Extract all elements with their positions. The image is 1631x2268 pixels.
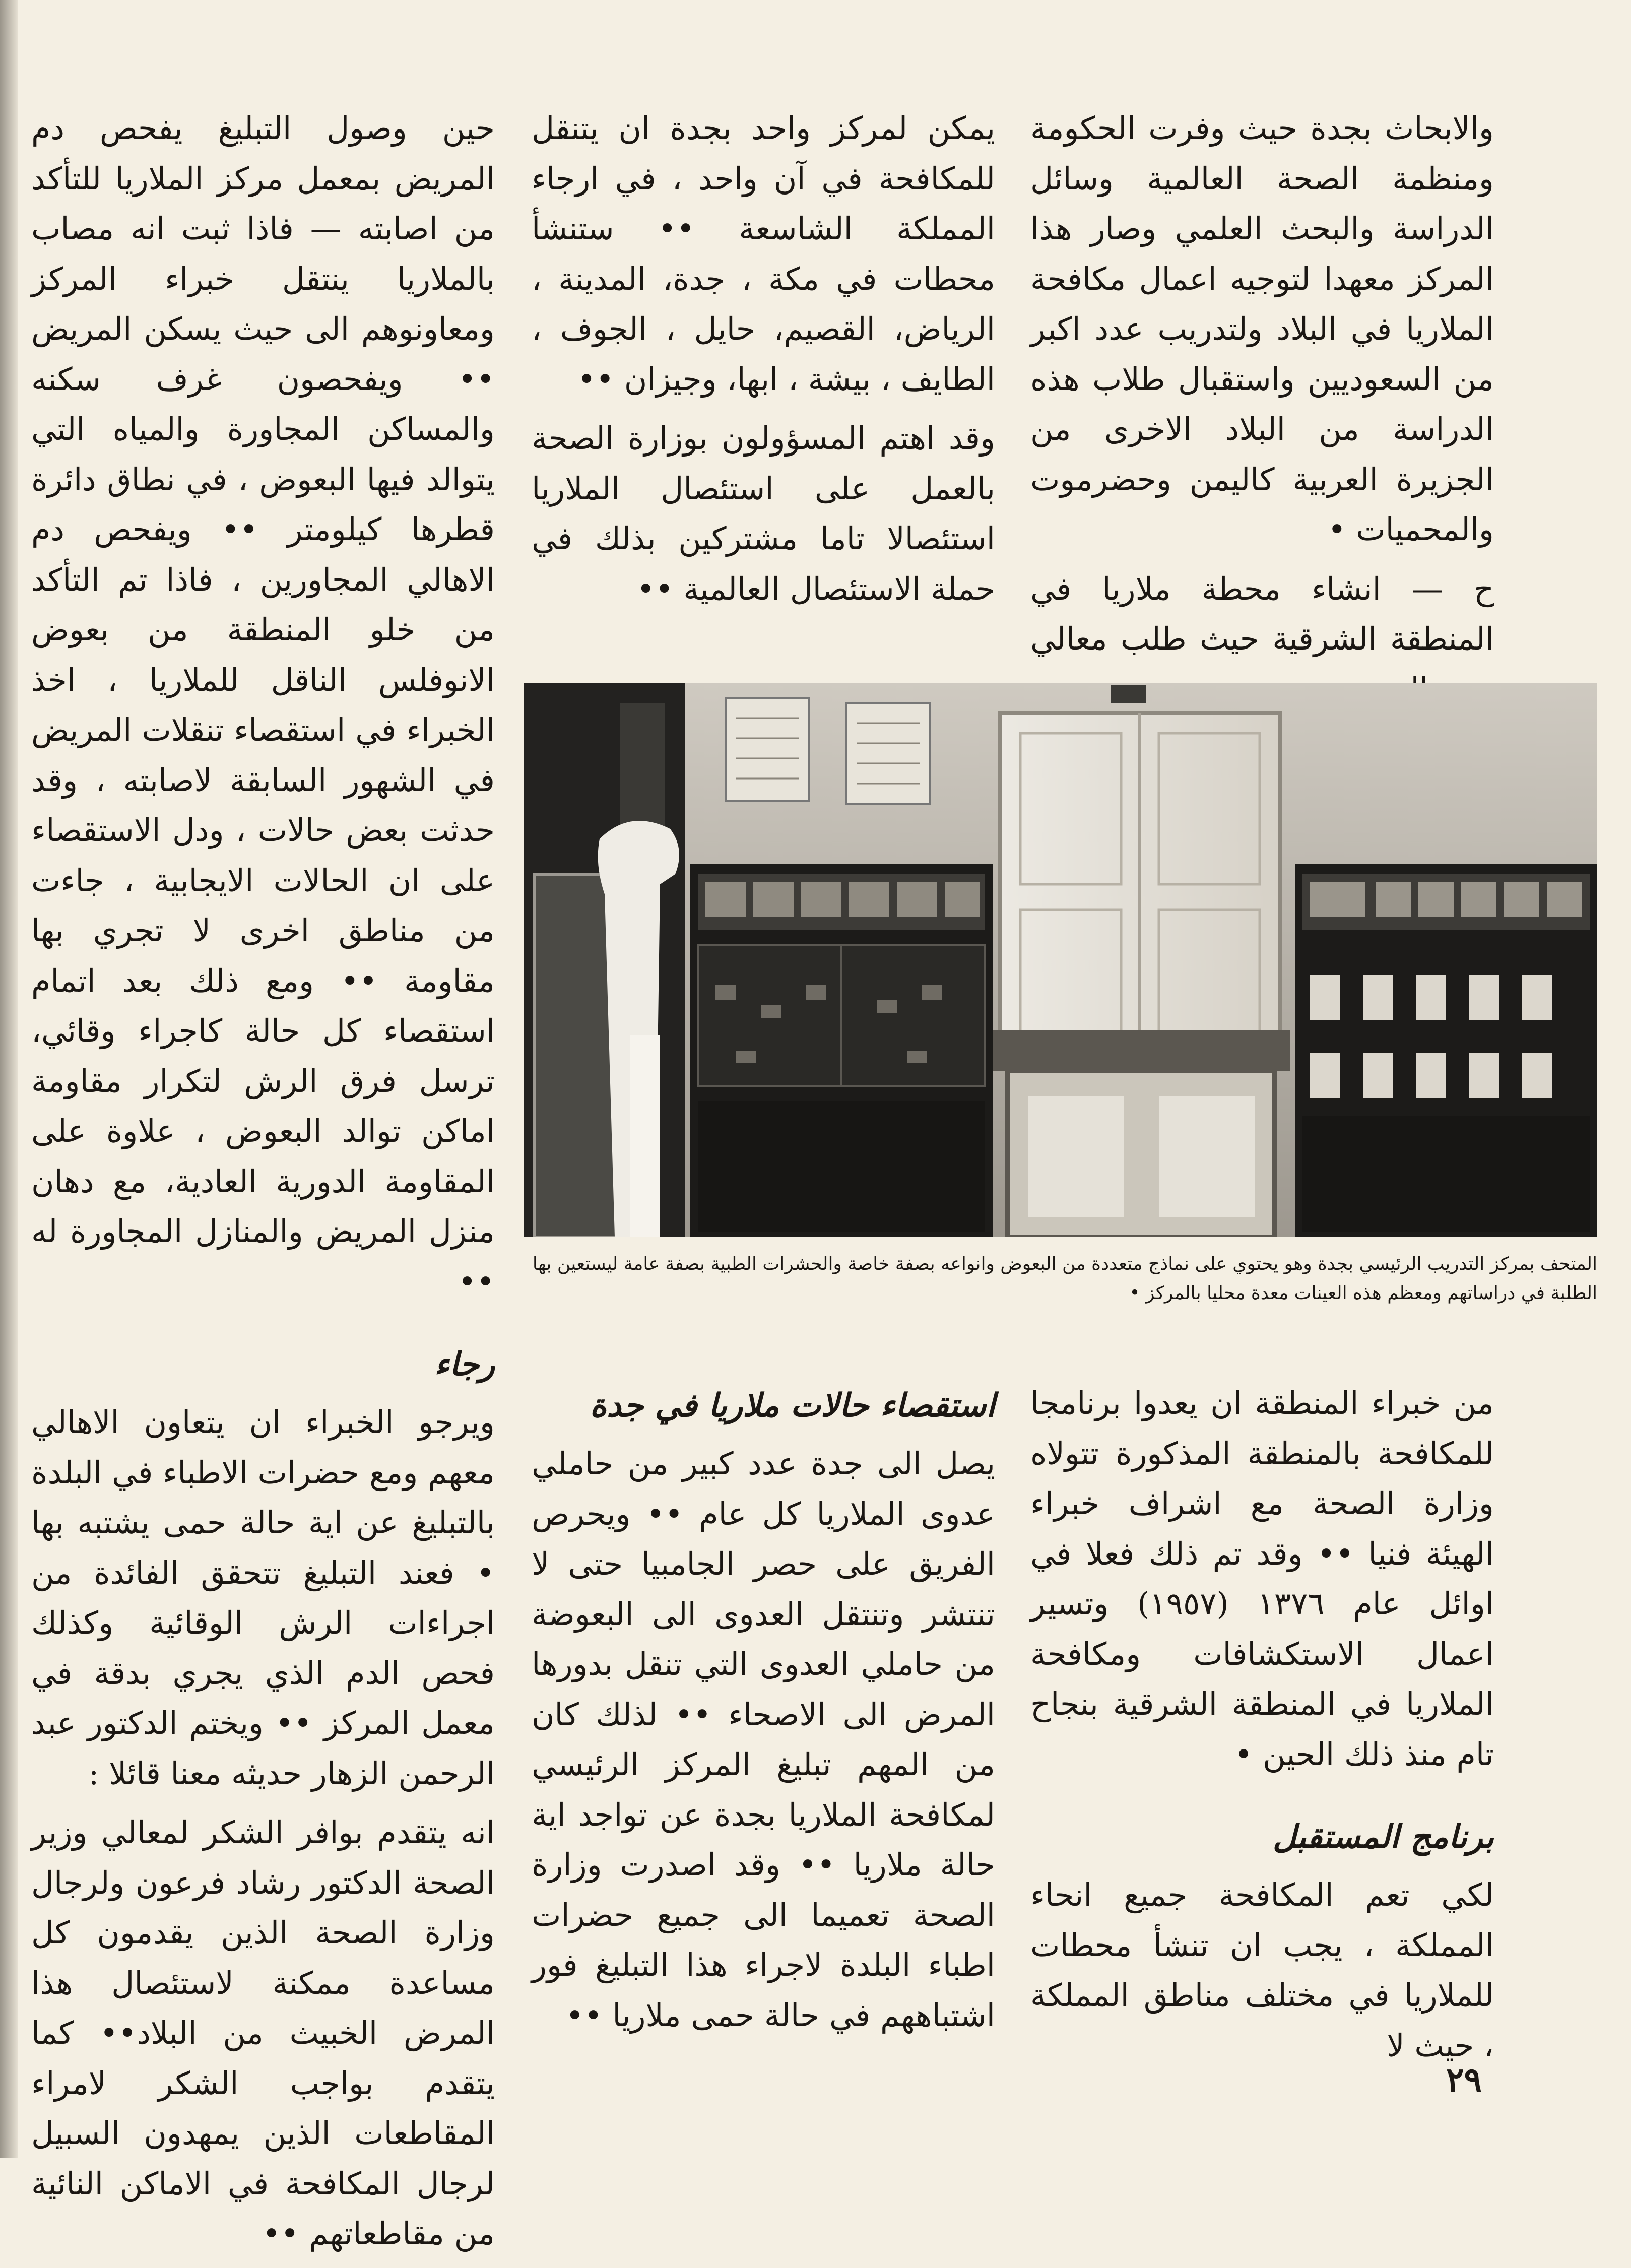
museum-photo bbox=[524, 683, 1597, 1237]
scan-edge-shadow bbox=[0, 0, 18, 2158]
page-number: ٢٩ bbox=[1446, 2060, 1482, 2099]
section-heading: برنامج المستقبل bbox=[1272, 1818, 1494, 1856]
paragraph: والابحاث بجدة حيث وفرت الحكومة ومنظمة الصحة العالمية وسائل الدراسة والبحث العلمي وصار هذا المركز معهدا لتوجيه اعمال مكافحة الملاريا في البلاد ولتدريب عدد اكبر من السعوديين واستقبال طلاب هذه الدراسة من البلاد الاخرى من الجزيرة العربية كاليمن وحضرموت والمحميات • bbox=[1030, 110, 1494, 548]
paragraph: وقد اهتم المسؤولون بوزارة الصحة بالعمل على استئصال الملاريا استئصالا تاما مشتركين بذلك في حملة الاستئصال العالمية •• bbox=[532, 420, 995, 607]
museum-photo-illustration bbox=[524, 683, 1597, 1237]
paragraph: من خبراء المنطقة ان يعدوا برنامجا للمكافحة بالمنطقة المذكورة تتولاه وزارة الصحة مع اشراف خبراء الهيئة فنيا •• وقد تم ذلك فعلا في اوائل عام ١٣٧٦ (١٩٥٧) وتسير اعمال الاستكشافات ومكافحة الملاريا في المنطقة الشرقية بنجاح تام منذ ذلك الحين • bbox=[1030, 1385, 1494, 1773]
column-middle-top bbox=[532, 103, 995, 623]
paragraph: ح — انشاء محطة ملاريا في المنطقة الشرقية حيث طلب معالي bbox=[1030, 570, 1494, 657]
paragraph: ويرجو الخبراء ان يتعاون الاهالي معهم ومع حضرات الاطباء في البلدة بالتبليغ عن اية حالة حمى يشتبه بها • فعند التبليغ تتحقق الفائدة من اجراءات الرش الوقائية وكذلك فحص الدم الذي يجري بدقة في معمل المركز •• ويختم الدكتور عبد الرحمن الزهار حديثه معنا قائلا : bbox=[31, 1404, 495, 1792]
column-right-top bbox=[1030, 103, 1494, 723]
photo-caption: المتحف بمركز التدريب الرئيسي بجدة وهو يحتوي على نماذج متعددة من البعوض وانواعه بصفة خاصة والحشرات الطبية بصفة عامة ليستعين بها الطلبة في دراساتهم ومعظم هذه العينات معدة محليا بالمركز • bbox=[532, 1254, 1597, 1304]
column-right-bottom bbox=[1030, 1378, 1494, 2080]
section-heading: استقصاء حالات ملاريا في جدة bbox=[590, 1387, 995, 1424]
paragraph: يمكن لمركز واحد بجدة ان يتنقل للمكافحة في آن واحد ، في ارجاء المملكة الشاسعة •• ستنشأ محطات في مكة ، جدة، المدينة ، الرياض، القصيم، حايل ، الجوف ، الطايف ، بيشة ، ابها، وجيزان •• bbox=[532, 110, 995, 398]
paragraph: يصل الى جدة عدد كبير من حاملي عدوى الملاريا كل عام •• ويحرص الفريق على حصر الجامبيا حتى لا تنتشر وتنتقل العدوى الى البعوضة من حاملي العدوى التي تنقل بدورها المرض الى الاصحاء •• لذلك كان من المهم تبليغ المركز الرئيسي لمكافحة الملاريا بجدة عن تواجد اية حالة ملاريا •• وقد اصدرت وزارة الصحة تعميما الى جميع حضرات اطباء البلدة لاجراء هذا التبليغ فور اشتباههم في حالة حمى ملاريا •• bbox=[532, 1445, 995, 2034]
section-heading: رجاء bbox=[434, 1345, 495, 1383]
paragraph: لكي تعم المكافحة جميع انحاء المملكة ، يجب ان تنشأ محطات للملاريا في مختلف مناطق المملكة ، حيث لا bbox=[1030, 1876, 1494, 2064]
paragraph: حين وصول التبليغ يفحص دم المريض بمعمل مركز الملاريا للتأكد من اصابته — فاذا ثبت انه مصاب بالملاريا ينتقل خبراء المركز ومعاونوهم الى حيث يسكن المريض •• ويفحصون غرف سكنه والمساكن المجاورة والمياه التي يتوالد فيها البعوض ، في نطاق دائرة قطرها كيلومتر •• ويفحص دم الاهالي المجاورين ، فاذا تم التأكد من خلو المنطقة من بعوض الانوفلس الناقل للملاريا ، اخذ الخبراء في استقصاء تنقلات المريض في الشهور السابقة لاصابته ، وقد حدثت بعض حالات ، ودل الاستقصاء على ان الحالات الايجابية ، جاءت من مناطق اخرى لا تجري بها مقاومة •• ومع ذلك بعد اتمام استقصاء كل حالة كاجراء وقائي، ترسل فرق الرش لتكرار مقاومة اماكن توالد البعوض ، علاوة على المقاومة الدورية العادية، مع دهان منزل المريض والمنازل المجاورة له •• bbox=[31, 110, 495, 1300]
column-left bbox=[31, 103, 495, 2268]
paragraph: انه يتقدم بوافر الشكر لمعالي وزير الصحة الدكتور رشاد فرعون ولرجال وزارة الصحة الذين يقدمون كل مساعدة ممكنة لاستئصال هذا المرض الخبيث من البلاد•• كما يتقدم بواجب الشكر لامراء المقاطعات الذين يمهدون السبيل لرجال المكافحة في الاماكن النائية من مقاطعاتهم •• bbox=[31, 1814, 495, 2252]
column-middle-bottom bbox=[532, 1378, 995, 2049]
